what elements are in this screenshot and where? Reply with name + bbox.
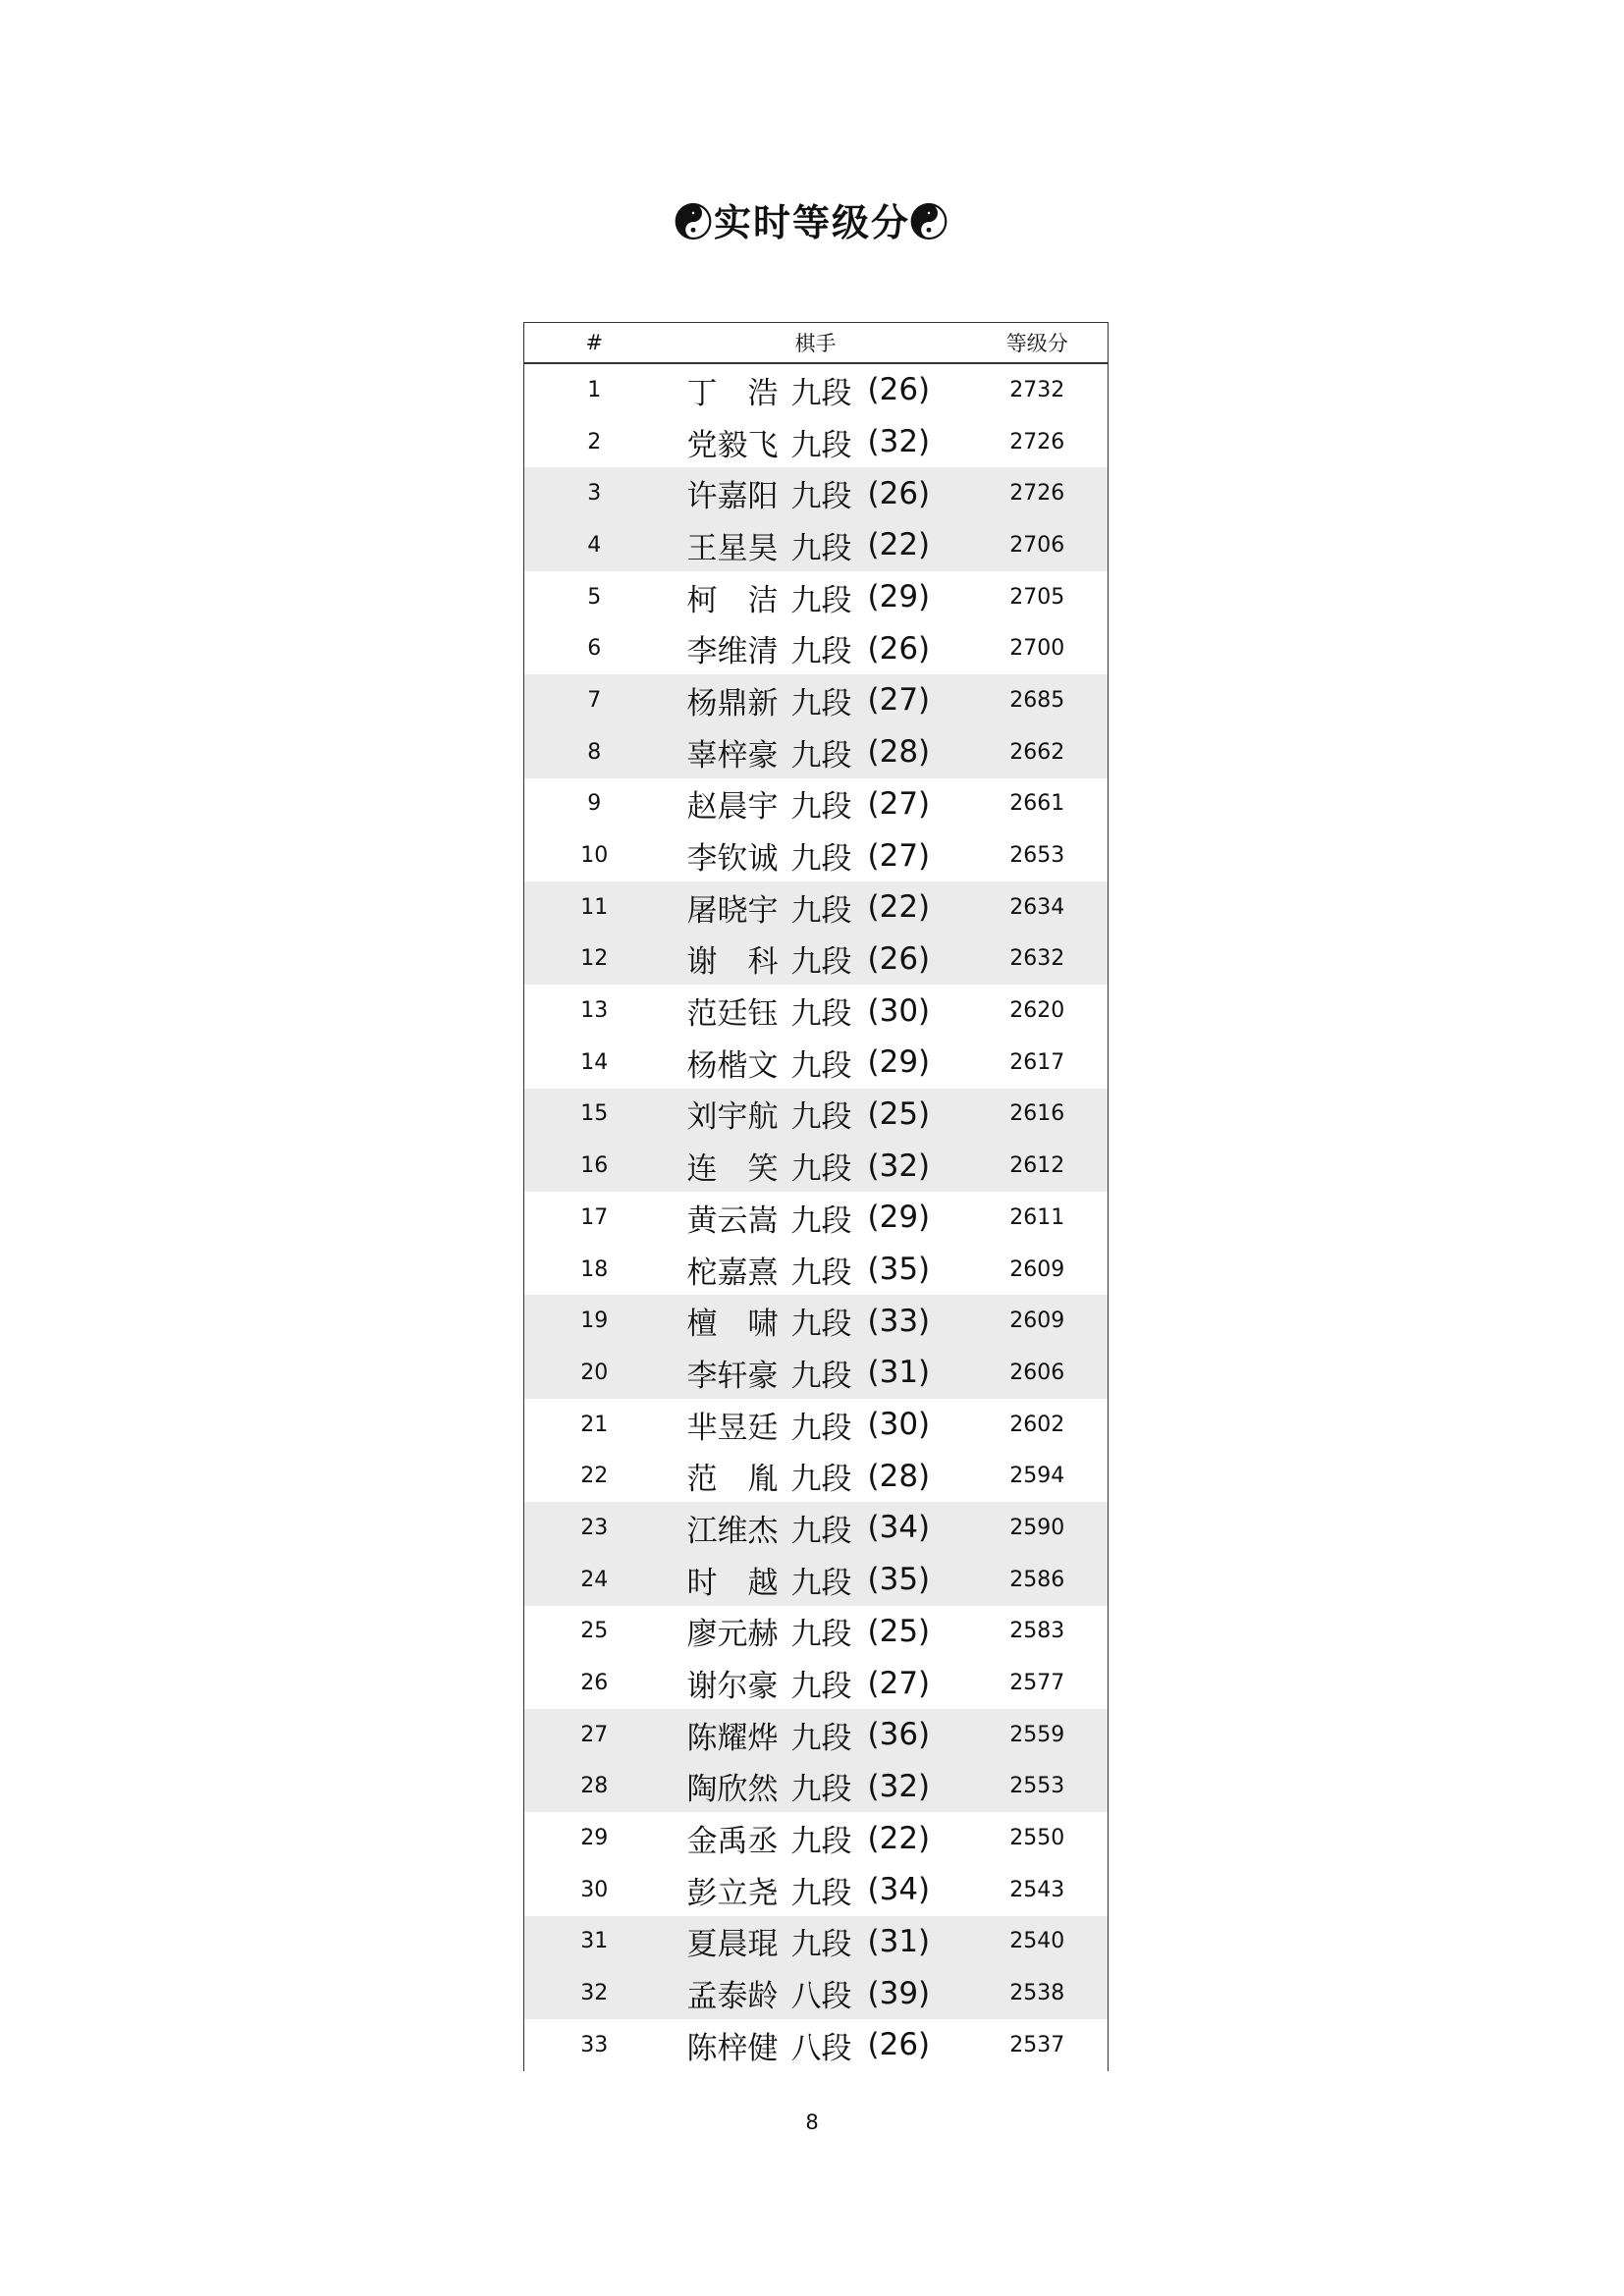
player-age: (32) (867, 424, 931, 460)
rating-cell: 2537 (1009, 2032, 1065, 2057)
rank-cell: 30 (580, 1877, 609, 1902)
page-title: ☯实时等级分☯ (674, 200, 949, 244)
rating-cell: 2685 (1009, 687, 1065, 713)
player-name: 孟泰龄 (686, 1979, 779, 2015)
rank-cell: 17 (580, 1204, 609, 1230)
player-cell (665, 1299, 967, 1343)
table-row (524, 829, 1108, 881)
player-name: 芈昱廷 (686, 1410, 779, 1446)
player-grade: 九段 (790, 1824, 852, 1860)
page-number: 8 (805, 2110, 819, 2134)
rating-cell: 2553 (1009, 1774, 1065, 1799)
rating-cell: 2602 (1009, 1412, 1065, 1437)
rating-cell: 2540 (1009, 1929, 1065, 1954)
player-cell (665, 885, 967, 930)
rating-cell: 2705 (1009, 584, 1065, 610)
rank-cell: 19 (580, 1308, 609, 1334)
table-row (524, 1089, 1108, 1141)
player-grade: 九段 (790, 1462, 852, 1498)
table-row (524, 1967, 1108, 2019)
table-row (524, 2019, 1108, 2071)
table-row (524, 1037, 1108, 1089)
player-age: (35) (867, 1562, 931, 1598)
player-name: 李钦诚 (686, 841, 779, 878)
player-cell (665, 1764, 967, 1808)
player-name: 陈梓健 (686, 2030, 779, 2066)
player-grade: 九段 (790, 1617, 852, 1653)
player-age: (28) (867, 734, 931, 771)
table-row (524, 1295, 1108, 1347)
rank-cell: 1 (587, 377, 602, 402)
player-age: (22) (867, 889, 931, 926)
table-row (524, 1347, 1108, 1399)
table-row (524, 1606, 1108, 1658)
player-grade: 九段 (790, 1927, 852, 1963)
player-grade: 九段 (790, 737, 852, 774)
player-grade: 九段 (790, 1410, 852, 1446)
rating-cell: 2543 (1009, 1877, 1065, 1902)
player-cell (665, 1506, 967, 1550)
rating-cell: 2661 (1009, 791, 1065, 817)
player-name: 王星昊 (686, 530, 779, 566)
player-grade: 九段 (790, 1358, 852, 1394)
player-name: 谢 科 (686, 944, 779, 981)
player-cell (665, 1661, 967, 1705)
player-age: (29) (867, 1044, 931, 1081)
player-cell (665, 1868, 967, 1912)
player-cell (665, 988, 967, 1033)
player-cell (665, 1351, 967, 1395)
player-cell (665, 1248, 967, 1292)
player-grade: 九段 (790, 1565, 852, 1601)
table-row (524, 1812, 1108, 1864)
player-age: (27) (867, 837, 931, 874)
table-header (524, 323, 1108, 364)
player-name: 屠晓宇 (686, 892, 779, 929)
player-name: 连 笑 (686, 1151, 779, 1188)
rating-cell: 2700 (1009, 636, 1065, 662)
rank-cell: 32 (580, 1981, 609, 2006)
table-row (524, 364, 1108, 416)
player-age: (31) (867, 1923, 931, 1959)
table-row (524, 726, 1108, 778)
player-name: 彭立尧 (686, 1875, 779, 1911)
rank-cell: 3 (587, 481, 602, 507)
player-age: (36) (867, 1717, 931, 1753)
player-grade: 九段 (790, 1307, 852, 1343)
table-row (524, 985, 1108, 1037)
player-cell (665, 1971, 967, 2015)
player-cell (665, 420, 967, 464)
header-rating: 等级分 (1005, 332, 1068, 355)
rating-cell: 2706 (1009, 532, 1065, 558)
player-name: 金禹丞 (686, 1824, 779, 1860)
player-cell (665, 1919, 967, 1963)
player-name: 柁嘉熹 (686, 1255, 779, 1291)
player-cell (665, 1144, 967, 1188)
rating-cell: 2590 (1009, 1515, 1065, 1540)
rating-cell: 2609 (1009, 1308, 1065, 1334)
rank-cell: 11 (580, 894, 609, 920)
table-row (524, 416, 1108, 468)
rank-cell: 10 (580, 843, 609, 869)
player-cell (665, 575, 967, 619)
player-age: (34) (867, 1510, 931, 1546)
table-row (524, 1657, 1108, 1709)
player-name: 党毅飞 (686, 427, 779, 463)
player-age: (22) (867, 1820, 931, 1856)
player-age: (25) (867, 1613, 931, 1649)
player-age: (34) (867, 1872, 931, 1908)
player-grade: 九段 (790, 582, 852, 618)
player-cell (665, 1454, 967, 1498)
player-grade: 八段 (790, 1979, 852, 2015)
player-cell (665, 1041, 967, 1085)
table-row (524, 1244, 1108, 1296)
player-cell (665, 1609, 967, 1653)
table-row (524, 778, 1108, 830)
player-name: 江维杰 (686, 1513, 779, 1549)
player-age: (25) (867, 1095, 931, 1132)
player-cell (665, 781, 967, 826)
rating-cell: 2606 (1009, 1360, 1065, 1385)
player-age: (30) (867, 992, 931, 1029)
rating-cell: 2577 (1009, 1671, 1065, 1696)
player-cell (665, 368, 967, 412)
rank-cell: 13 (580, 998, 609, 1024)
table-row (524, 467, 1108, 519)
table-row (524, 1709, 1108, 1761)
player-cell (665, 678, 967, 722)
table-row (524, 881, 1108, 934)
player-grade: 九段 (790, 892, 852, 929)
table-row (524, 571, 1108, 623)
rank-cell: 4 (587, 532, 602, 558)
rating-cell: 2732 (1009, 377, 1065, 402)
rank-cell: 24 (580, 1567, 609, 1592)
player-grade: 九段 (790, 1255, 852, 1291)
rating-cell: 2726 (1009, 481, 1065, 507)
player-age: (26) (867, 372, 931, 408)
player-grade: 九段 (790, 375, 852, 411)
rating-cell: 2662 (1009, 739, 1065, 765)
table-row (524, 1450, 1108, 1502)
rating-cell: 2611 (1009, 1204, 1065, 1230)
player-age: (29) (867, 579, 931, 615)
rating-cell: 2594 (1009, 1464, 1065, 1489)
table-row (524, 1399, 1108, 1451)
table-body (524, 364, 1108, 2071)
player-name: 时 越 (686, 1565, 779, 1601)
rating-cell: 2653 (1009, 843, 1065, 869)
player-name: 谢尔豪 (686, 1669, 779, 1705)
player-age: (26) (867, 475, 931, 511)
player-cell (665, 2023, 967, 2067)
player-cell (665, 1403, 967, 1447)
player-name: 赵晨宇 (686, 789, 779, 826)
player-cell (665, 471, 967, 515)
player-age: (32) (867, 1148, 931, 1184)
table-row (524, 519, 1108, 571)
rating-cell: 2609 (1009, 1256, 1065, 1282)
player-age: (30) (867, 1407, 931, 1443)
rank-cell: 21 (580, 1412, 609, 1437)
rank-cell: 23 (580, 1515, 609, 1540)
player-grade: 九段 (790, 789, 852, 826)
table-row (524, 1916, 1108, 1968)
player-grade: 九段 (790, 1099, 852, 1136)
player-name: 黄云嵩 (686, 1202, 779, 1239)
player-age: (32) (867, 1768, 931, 1804)
player-cell (665, 626, 967, 670)
player-cell (665, 1816, 967, 1860)
table-row (524, 1761, 1108, 1813)
player-cell (665, 833, 967, 878)
rating-cell: 2612 (1009, 1153, 1065, 1179)
rank-cell: 33 (580, 2032, 609, 2057)
header-rank: # (585, 331, 604, 354)
player-age: (22) (867, 527, 931, 563)
player-name: 陶欣然 (686, 1772, 779, 1808)
player-age: (35) (867, 1252, 931, 1288)
player-grade: 九段 (790, 1720, 852, 1756)
player-age: (29) (867, 1200, 931, 1236)
table-row (524, 1140, 1108, 1192)
table-row (524, 674, 1108, 726)
player-name: 范 胤 (686, 1462, 779, 1498)
player-name: 檀 啸 (686, 1307, 779, 1343)
player-grade: 九段 (790, 944, 852, 981)
rank-cell: 25 (580, 1619, 609, 1644)
player-grade: 九段 (790, 1151, 852, 1188)
player-age: (33) (867, 1303, 931, 1339)
rank-cell: 31 (580, 1929, 609, 1954)
rating-cell: 2550 (1009, 1826, 1065, 1851)
player-age: (27) (867, 682, 931, 719)
player-name: 丁 浩 (686, 375, 779, 411)
rank-cell: 8 (587, 739, 602, 765)
rating-cell: 2620 (1009, 998, 1065, 1024)
player-cell (665, 1558, 967, 1602)
rank-cell: 2 (587, 429, 602, 454)
rank-cell: 5 (587, 584, 602, 610)
player-name: 辜梓豪 (686, 737, 779, 774)
rating-cell: 2538 (1009, 1981, 1065, 2006)
rank-cell: 27 (580, 1722, 609, 1747)
rank-cell: 15 (580, 1101, 609, 1127)
player-cell (665, 730, 967, 774)
player-grade: 九段 (790, 1202, 852, 1239)
player-grade: 九段 (790, 685, 852, 721)
player-grade: 九段 (790, 530, 852, 566)
table-row (524, 934, 1108, 986)
rating-cell: 2632 (1009, 946, 1065, 972)
player-grade: 九段 (790, 1669, 852, 1705)
rating-cell: 2634 (1009, 894, 1065, 920)
player-age: (27) (867, 1665, 931, 1701)
table-row (524, 1192, 1108, 1244)
player-age: (26) (867, 2027, 931, 2063)
player-age: (31) (867, 1355, 931, 1391)
player-age: (26) (867, 630, 931, 667)
rank-cell: 7 (587, 687, 602, 713)
player-cell (665, 523, 967, 567)
player-age: (27) (867, 785, 931, 822)
rank-cell: 28 (580, 1774, 609, 1799)
player-cell (665, 1713, 967, 1757)
player-cell (665, 1196, 967, 1240)
table-row (524, 1554, 1108, 1606)
rating-cell: 2726 (1009, 429, 1065, 454)
rank-cell: 18 (580, 1256, 609, 1282)
player-grade: 九段 (790, 479, 852, 515)
player-grade: 九段 (790, 1875, 852, 1911)
rank-cell: 12 (580, 946, 609, 972)
player-name: 柯 洁 (686, 582, 779, 618)
rating-cell: 2616 (1009, 1101, 1065, 1127)
player-name: 范廷钰 (686, 996, 779, 1033)
table-row (524, 1502, 1108, 1554)
rating-cell: 2617 (1009, 1049, 1065, 1075)
rank-cell: 9 (587, 791, 602, 817)
player-age: (26) (867, 940, 931, 977)
rank-cell: 16 (580, 1153, 609, 1179)
rank-cell: 29 (580, 1826, 609, 1851)
rank-cell: 22 (580, 1464, 609, 1489)
table-row (524, 1864, 1108, 1916)
player-name: 杨鼎新 (686, 685, 779, 721)
player-grade: 九段 (790, 1772, 852, 1808)
player-grade: 八段 (790, 2030, 852, 2066)
player-grade: 九段 (790, 427, 852, 463)
player-name: 李轩豪 (686, 1358, 779, 1394)
player-grade: 九段 (790, 996, 852, 1033)
rank-cell: 6 (587, 636, 602, 662)
rank-cell: 20 (580, 1360, 609, 1385)
player-name: 夏晨琨 (686, 1927, 779, 1963)
player-name: 陈耀烨 (686, 1720, 779, 1756)
player-grade: 九段 (790, 1513, 852, 1549)
player-cell (665, 936, 967, 981)
player-name: 李维清 (686, 634, 779, 670)
table-row (524, 622, 1108, 674)
player-name: 许嘉阳 (686, 479, 779, 515)
player-grade: 九段 (790, 841, 852, 878)
player-name: 杨楷文 (686, 1047, 779, 1084)
rating-cell: 2586 (1009, 1567, 1065, 1592)
player-cell (665, 1092, 967, 1136)
header-player: 棋手 (794, 332, 837, 355)
player-name: 刘宇航 (686, 1099, 779, 1136)
rank-cell: 14 (580, 1049, 609, 1075)
player-age: (28) (867, 1458, 931, 1494)
rank-cell: 26 (580, 1671, 609, 1696)
ranking-table (523, 322, 1109, 2071)
player-age: (39) (867, 1975, 931, 2011)
rating-cell: 2583 (1009, 1619, 1065, 1644)
player-name: 廖元赫 (686, 1617, 779, 1653)
player-grade: 九段 (790, 1047, 852, 1084)
rating-cell: 2559 (1009, 1722, 1065, 1747)
player-grade: 九段 (790, 634, 852, 670)
